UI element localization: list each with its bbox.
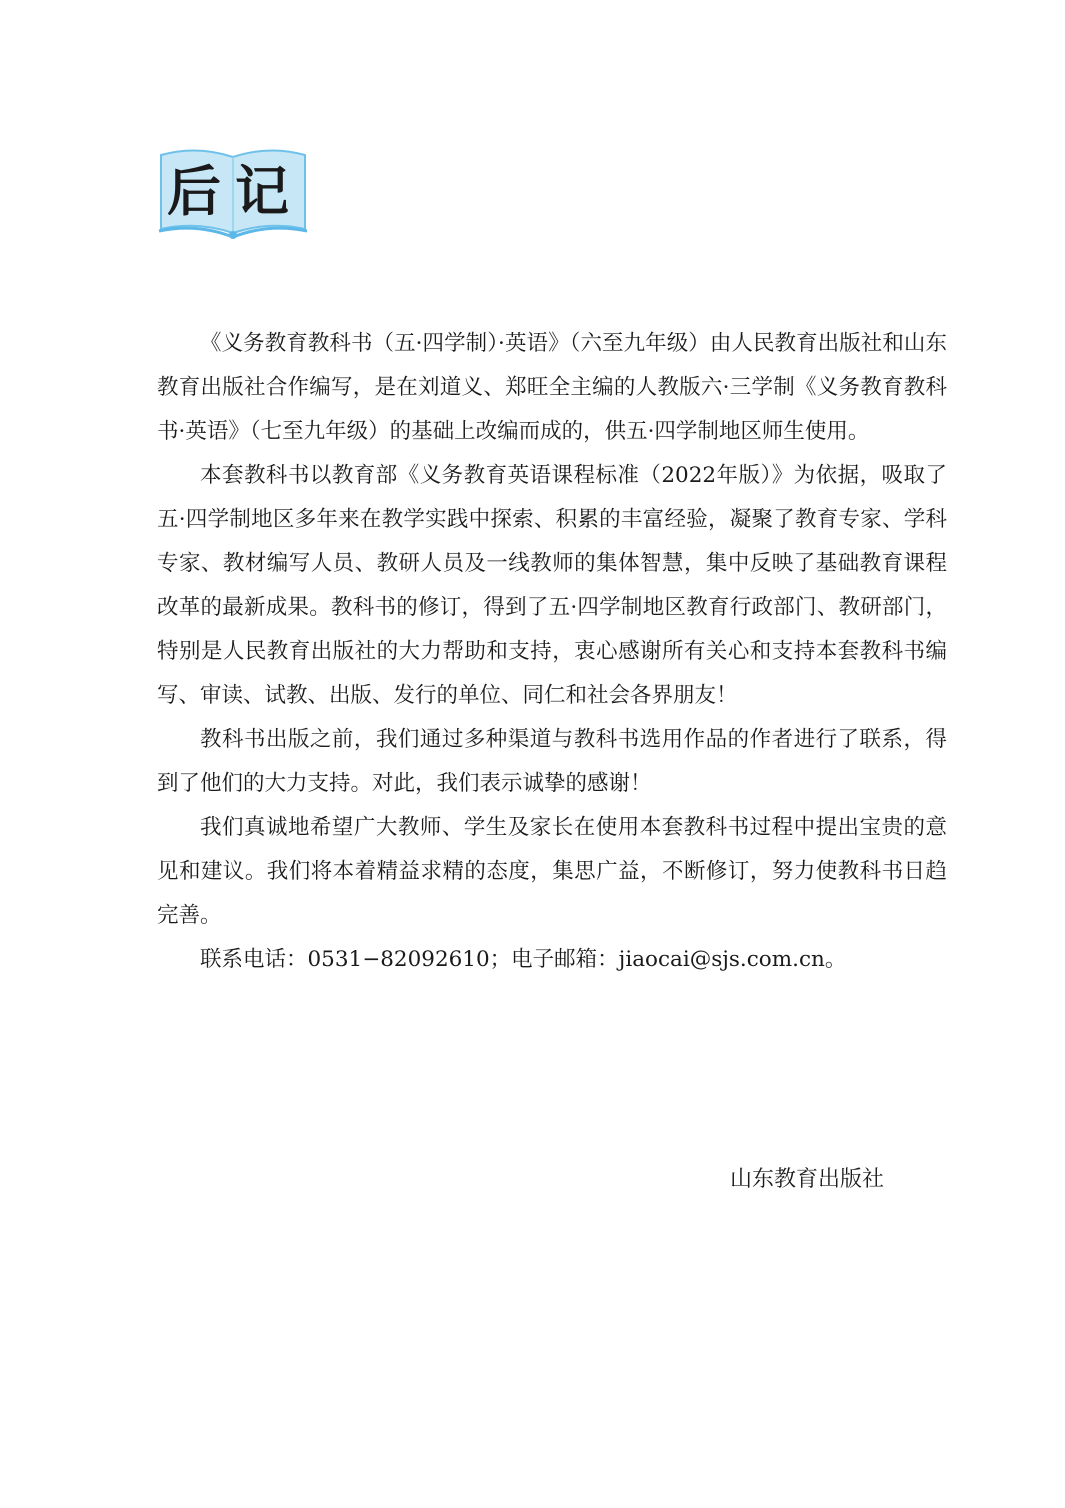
body-text: [157, 322, 947, 982]
paragraph-2: 本套教科书以教育部《义务教育英语课程标准（2022年版）》为依据，吸取了五·四学制地区多年来在教学实践中探索、积累的丰富经验，凝聚了教育专家、学科专家、教材编写人员、教研人员及一线教师的集体智慧，集中反映了基础教育课程改革的最新成果。教科书的修订，得到了五·四学制地区教育行政部门、教研部门，特别是人民教育出版社的大力帮助和支持，衷心感谢所有关心和支持本套教科书编写、审读、试教、出版、发行的单位、同仁和社会各界朋友！: [157, 463, 947, 708]
page-title: 后记: [167, 159, 303, 223]
paragraph-3: 教科书出版之前，我们通过多种渠道与教科书选用作品的作者进行了联系，得到了他们的大力支持。对此，我们表示诚挚的感谢！: [157, 727, 947, 796]
contact-info: 联系电话：0531−82092610；电子邮箱：jiaocai@sjs.com.cn。: [200, 947, 847, 972]
title-badge: [157, 147, 309, 243]
publisher-signature: 山东教育出版社: [730, 1167, 885, 1192]
paragraph-4: 我们真诚地希望广大教师、学生及家长在使用本套教科书过程中提出宝贵的意见和建议。我们将本着精益求精的态度，集思广益，不断修订，努力使教科书日趋完善。: [157, 815, 947, 928]
paragraph-1: 《义务教育教科书（五·四学制）·英语》（六至九年级）由人民教育出版社和山东教育出版社合作编写，是在刘道义、郑旺全主编的人教版六·三学制《义务教育教科书·英语》（七至九年级）的基础上改编而成的，供五·四学制地区师生使用。: [157, 331, 947, 444]
